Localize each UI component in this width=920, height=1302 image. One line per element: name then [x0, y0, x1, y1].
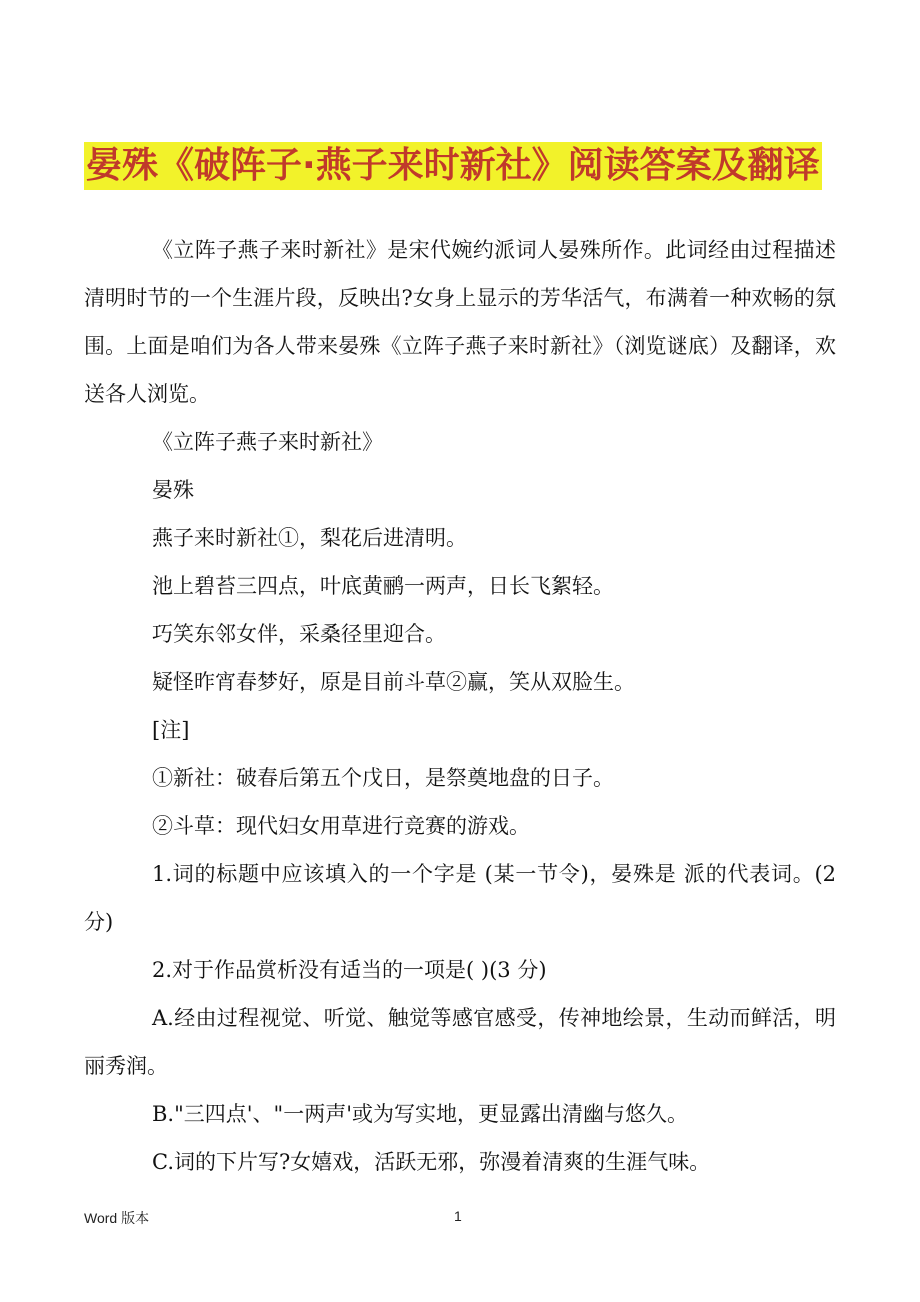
- poem-line: 池上碧苔三四点，叶底黄鹂一两声，日长飞絮轻。: [152, 574, 614, 598]
- poem-line: 巧笑东邻女伴，采桑径里迎合。: [152, 622, 446, 646]
- notes-header: [注]: [152, 718, 190, 742]
- note-item: ②斗草：现代妇女用草进行竞赛的游戏。: [152, 814, 530, 838]
- intro-paragraph: 《立阵子燕子来时新社》是宋代婉约派词人晏殊所作。此词经由过程描述清明时节的一个生涯片段，反映出?女身上显示的芳华活气，布满着一种欢畅的氛围。上面是咱们为各人带来晏殊《立阵子燕子来时新社》（浏览谜底）及翻译，欢送各人浏览。: [84, 238, 836, 406]
- poem-line: 疑怪昨宵春梦好，原是目前斗草②赢，笑从双脸生。: [152, 670, 635, 694]
- title-block: [84, 142, 836, 190]
- option-a: A.经由过程视觉、听觉、触觉等感官感受，传神地绘景，生动而鲜活，明丽秀润。: [84, 1006, 836, 1078]
- option-c: C.词的下片写?女嬉戏，活跃无邪，弥漫着清爽的生涯气味。: [152, 1150, 711, 1174]
- poem-line: 燕子来时新社①，梨花后进清明。: [152, 526, 467, 550]
- question-1: 1.词的标题中应该填入的一个字是 (某一节令)，晏殊是 派的代表词。(2 分): [84, 862, 836, 934]
- note-item: ①新社：破春后第五个戊日，是祭奠地盘的日子。: [152, 766, 614, 790]
- page-title: 晏殊《破阵子·燕子来时新社》阅读答案及翻译: [84, 142, 822, 190]
- option-b: B."三四点'、"一两声'或为写实地，更显露出清幽与悠久。: [152, 1102, 688, 1126]
- footer-label: Word 版本: [84, 1210, 150, 1226]
- page-number: 1: [454, 1208, 462, 1224]
- poem-author: 晏殊: [152, 478, 194, 502]
- poem-title: 《立阵子燕子来时新社》: [152, 430, 383, 454]
- question-2: 2.对于作品赏析没有适当的一项是( )(3 分): [152, 958, 547, 982]
- document-body: [84, 226, 836, 1186]
